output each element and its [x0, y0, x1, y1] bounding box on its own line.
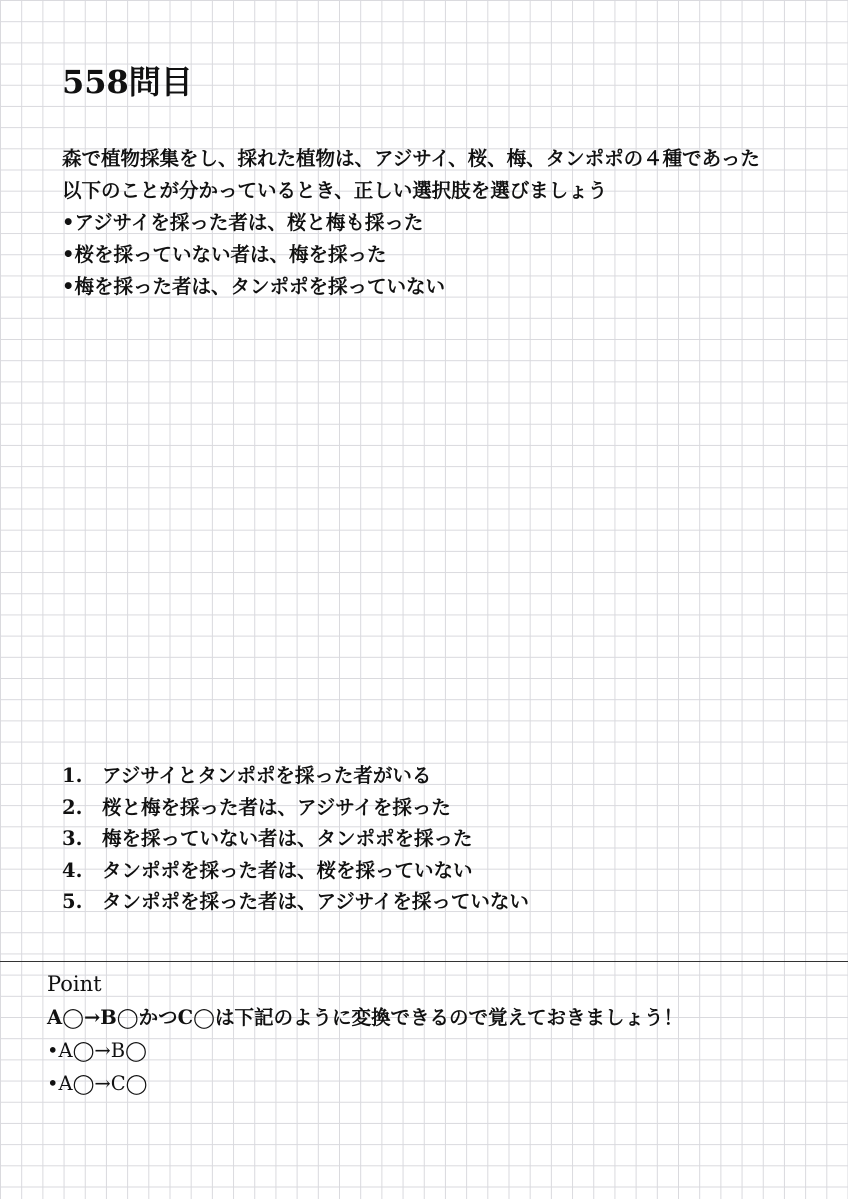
- choice-number: 5.: [62, 890, 83, 913]
- choice-number: 4.: [62, 858, 83, 882]
- section-divider: [0, 961, 848, 962]
- choice-number: 1.: [62, 764, 83, 787]
- point-item: •A◯→C◯: [47, 1072, 148, 1095]
- condition-item: •梅を採った者は、タンポポを採っていない: [62, 275, 445, 298]
- choice-number: 3.: [62, 827, 83, 850]
- problem-line: 森で植物採集をし、採れた植物は、アジサイ、桜、梅、タンポポの４種であった: [62, 147, 760, 170]
- answer-choices: [62, 760, 529, 918]
- choice-text: タンポポを採った者は、アジサイを採っていない: [102, 890, 529, 913]
- point-label: Point: [47, 972, 102, 996]
- point-rule: A◯→B◯かつC◯は下記のように変換できるので覚えておきましょう！: [47, 1006, 683, 1029]
- problem-title: 558問目: [62, 63, 193, 101]
- point-item: •A◯→B◯: [47, 1039, 147, 1062]
- choice-item-3: [62, 823, 529, 855]
- choice-item-2: [62, 792, 529, 824]
- point-section: [47, 968, 683, 1100]
- condition-item: •アジサイを採った者は、桜と梅も採った: [62, 211, 424, 234]
- choice-text: 梅を採っていない者は、タンポポを採った: [102, 827, 473, 850]
- problem-line: 以下のことが分かっているとき、正しい選択肢を選びましょう: [62, 179, 608, 202]
- choice-text: 桜と梅を採った者は、アジサイを採った: [102, 795, 451, 819]
- choice-item-4: [62, 855, 529, 887]
- choice-number: 2.: [62, 795, 83, 819]
- choice-text: タンポポを採った者は、桜を採っていない: [102, 858, 473, 882]
- choice-item-1: [62, 760, 529, 792]
- choice-item-5: [62, 886, 529, 918]
- choice-text: アジサイとタンポポを採った者がいる: [102, 764, 432, 787]
- problem-statement: [62, 143, 842, 303]
- condition-item: •桜を採っていない者は、梅を採った: [62, 243, 387, 266]
